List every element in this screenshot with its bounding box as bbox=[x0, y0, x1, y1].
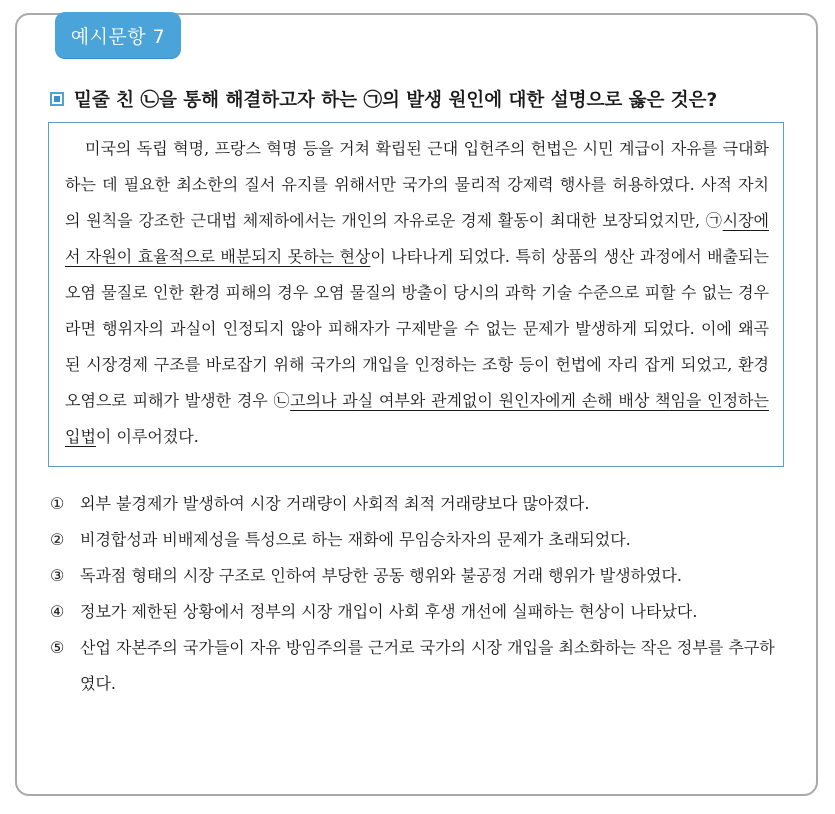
passage-paragraph bbox=[65, 131, 769, 455]
underlined-phrase-a: 시장에서 자원이 효율적으로 배분되지 못하는 현상 bbox=[65, 211, 769, 266]
answer-choices bbox=[50, 486, 790, 702]
question-stem bbox=[50, 86, 790, 112]
choice-3[interactable] bbox=[50, 558, 790, 594]
choice-4[interactable] bbox=[50, 594, 790, 630]
passage-text: 미국의 독립 혁명, 프랑스 혁명 등을 거쳐 확립된 근대 입헌주의 헌법은 시민 계급이 자유를 극대화하는 데 필요한 최소한의 질서 유지를 위해서만 국가의 물리적 강제력 행사를 허용하였다. 사적 자치의 원칙을 강조한 근대법 체제하에서는 개인의 자유로운 경제 활동이 최대한 보장되었지만, bbox=[65, 139, 769, 230]
marker-b: ㉡ bbox=[273, 391, 291, 410]
marker-a: ㉠ bbox=[705, 211, 723, 230]
choice-text: 산업 자본주의 국가들이 자유 방임주의를 근거로 국가의 시장 개입을 최소화하는 작은 정부를 추구하였다. bbox=[80, 638, 775, 693]
underlined-phrase-b: 고의나 과실 여부와 관계없이 원인자에게 손해 배상 책임을 인정하는 입법 bbox=[65, 391, 769, 446]
choice-text: 정보가 제한된 상황에서 정부의 시장 개입이 사회 후생 개선에 실패하는 현상이 나타났다. bbox=[80, 602, 698, 621]
badge-label: 예시문항 7 bbox=[70, 25, 166, 48]
choice-1[interactable] bbox=[50, 486, 790, 522]
item-number-badge bbox=[55, 12, 181, 58]
choice-2[interactable] bbox=[50, 522, 790, 558]
reading-passage bbox=[48, 122, 784, 467]
choice-text: 독과점 형태의 시장 구조로 인하여 부당한 공동 행위와 불공정 거래 행위가 발생하였다. bbox=[80, 566, 682, 585]
choice-text: 외부 불경제가 발생하여 시장 거래량이 사회적 최적 거래량보다 많아졌다. bbox=[80, 494, 590, 513]
choice-number: ④ bbox=[50, 602, 65, 621]
passage-text: 이 나타나게 되었다. 특히 상품의 생산 과정에서 배출되는 오염 물질로 인한 환경 피해의 경우 오염 물질의 방출이 당시의 과학 기술 수준으로 피할 수 없는 경우라면 행위자의 과실이 인정되지 않아 피해자가 구제받을 수 없는 문제가 발생하게 되었다. 이에 왜곡된 시장경제 구조를 바로잡기 위해 국가의 개입을 인정하는 조항 등이 헌법에 자리 잡게 되었고, 환경 오염으로 피해가 발생한 경우 bbox=[65, 247, 770, 410]
choice-number: ⑤ bbox=[50, 638, 65, 657]
choice-number: ② bbox=[50, 530, 65, 549]
choice-number: ③ bbox=[50, 566, 65, 585]
choice-number: ① bbox=[50, 494, 65, 513]
choice-5[interactable] bbox=[50, 630, 790, 702]
passage-text: 이 이루어졌다. bbox=[95, 427, 199, 446]
question-text: 밑줄 친 ㉡을 통해 해결하고자 하는 ㉠의 발생 원인에 대한 설명으로 옳은 것은? bbox=[74, 90, 718, 111]
choice-text: 비경합성과 비배제성을 특성으로 하는 재화에 무임승차자의 문제가 초래되었다. bbox=[80, 530, 631, 549]
square-bullet-icon bbox=[50, 92, 64, 106]
